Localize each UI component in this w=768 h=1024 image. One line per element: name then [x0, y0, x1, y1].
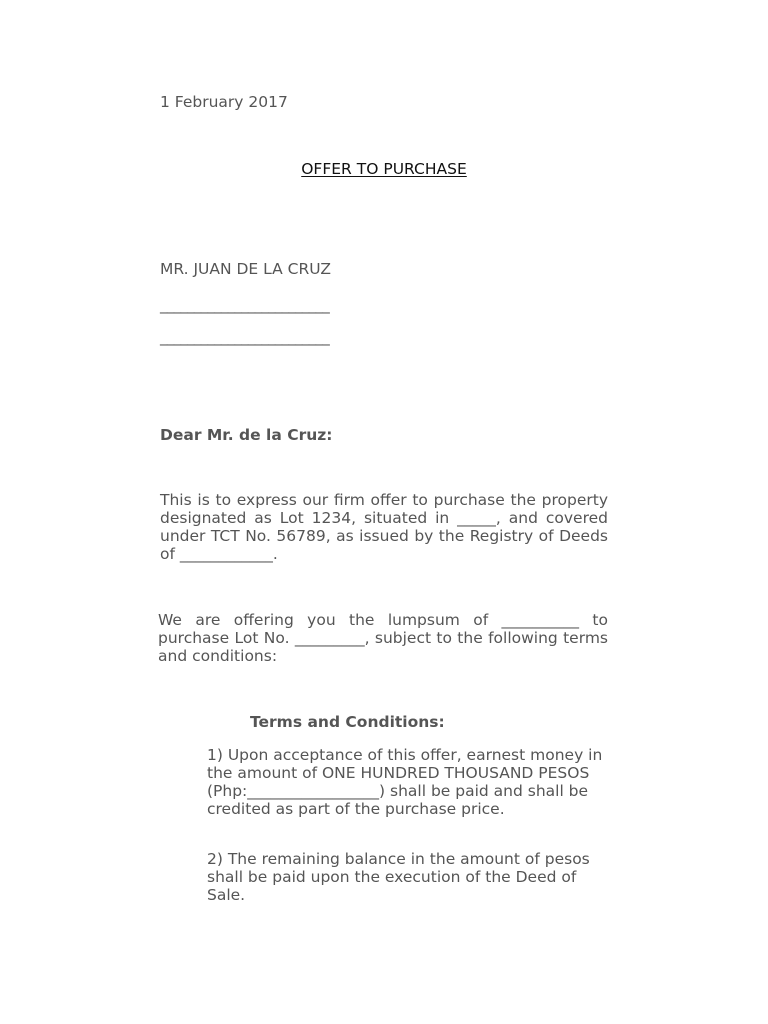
lumpsum-paragraph-text: We are offering you the lumpsum of __________ to purchase Lot No. _________, subject to the following terms and conditions:: [158, 611, 608, 665]
letter-date: 1 February 2017: [160, 93, 288, 111]
term-item-1-text: 1) Upon acceptance of this offer, earnest money in the amount of ONE HUNDRED THOUSAND PESOS (Php:_________________) shall be paid and shall be credited as part of the purchase price.: [207, 746, 603, 818]
address-blank-line-2: _________________________: [160, 328, 329, 346]
term-item-2: [207, 850, 612, 904]
lumpsum-paragraph: [158, 611, 608, 665]
terms-heading: Terms and Conditions:: [250, 713, 445, 731]
offer-paragraph: [160, 491, 608, 563]
term-item-1: [207, 746, 612, 818]
address-blank-line-1: _________________________: [160, 296, 329, 314]
salutation: Dear Mr. de la Cruz:: [160, 426, 333, 444]
addressee-name: MR. JUAN DE LA CRUZ: [160, 260, 331, 278]
offer-paragraph-text: This is to express our firm offer to purchase the property designated as Lot 1234, situated in _____, and covered under TCT No. 56789, as issued by the Registry of Deeds of ____________.: [160, 491, 608, 563]
document-title: OFFER TO PURCHASE: [301, 160, 467, 178]
term-item-2-text: 2) The remaining balance in the amount of pesos shall be paid upon the execution of the Deed of Sale.: [207, 850, 590, 904]
